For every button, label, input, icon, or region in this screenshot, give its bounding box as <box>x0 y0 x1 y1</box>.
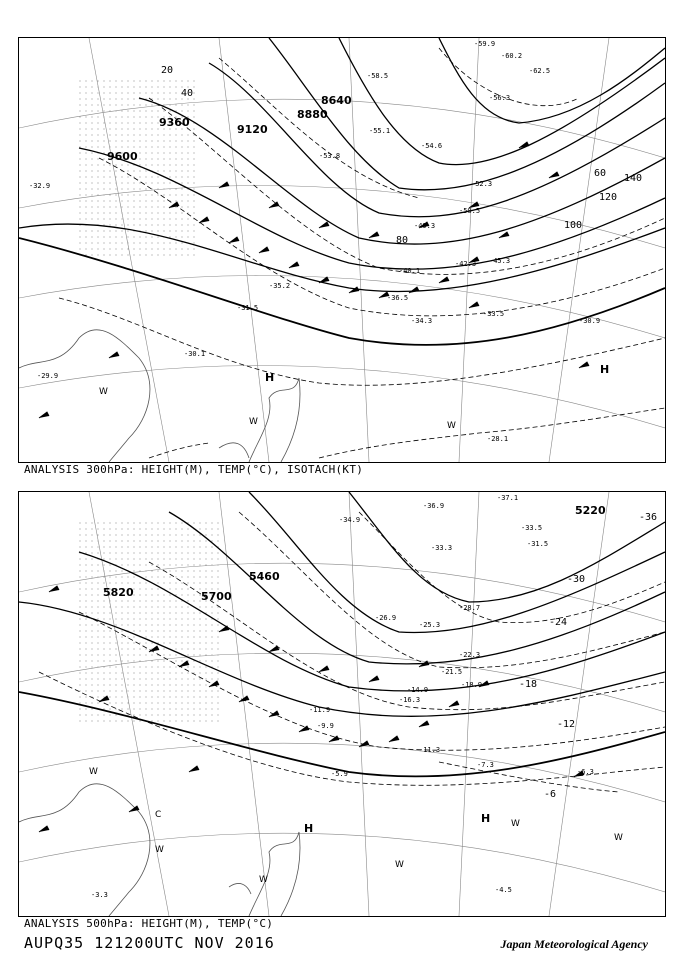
temp-label: -33.5 <box>483 310 505 318</box>
isotach-label: 100 <box>564 220 583 231</box>
height-label: 5820 <box>103 586 134 599</box>
height-label: 5700 <box>201 590 232 603</box>
temp-label: -40.1 <box>399 267 421 275</box>
temp-label: -11.3 <box>419 746 441 754</box>
temp-label: -52.3 <box>471 180 493 188</box>
temp-label: -5.9 <box>331 770 348 778</box>
temp-label: -6.3 <box>577 768 594 776</box>
chart-300hpa-canvas <box>19 38 665 462</box>
temp-label: -58.5 <box>367 72 389 80</box>
chart-500hpa-canvas <box>19 492 665 916</box>
temp-contour-label: -18 <box>519 679 538 690</box>
high-pressure-marker: H <box>600 363 610 376</box>
chart-code-datetime: AUPQ35 121200UTC NOV 2016 <box>24 934 275 952</box>
height-label: 9120 <box>237 123 268 136</box>
height-label: 8880 <box>297 108 328 121</box>
warm-marker: W <box>249 417 258 427</box>
temp-label: -3.3 <box>91 891 108 899</box>
temp-contour-label: -12 <box>557 719 576 730</box>
isotach-label: 120 <box>599 192 618 203</box>
caption-500hpa: ANALYSIS 500hPa: HEIGHT(M), TEMP(°C) <box>24 917 274 930</box>
warm-marker: W <box>511 819 520 829</box>
temp-label: -32.9 <box>29 182 51 190</box>
temp-label: -7.3 <box>477 761 494 769</box>
warm-marker: W <box>259 875 268 885</box>
coastline <box>19 330 300 462</box>
height-label: 9600 <box>107 150 138 163</box>
temp-label: -42.3 <box>455 260 477 268</box>
temp-label: -22.3 <box>459 651 481 659</box>
temp-label: -14.9 <box>407 686 429 694</box>
isotach-label: 20 <box>161 65 174 76</box>
temp-label: -21.5 <box>441 668 463 676</box>
temp-label: -54.6 <box>421 142 443 150</box>
temp-label: -34.9 <box>339 516 361 524</box>
temp-label: -18.9 <box>461 681 483 689</box>
temp-label: -34.3 <box>411 317 433 325</box>
temp-label: -29.9 <box>37 372 59 380</box>
warm-marker: W <box>395 860 404 870</box>
high-pressure-marker: H <box>304 822 314 835</box>
temp-label: -33.3 <box>431 544 453 552</box>
temp-contour-label: -36 <box>639 512 658 523</box>
warm-marker: W <box>447 421 456 431</box>
temp-label: -28.1 <box>487 435 509 443</box>
temp-label: -16.3 <box>399 696 421 704</box>
temp-contour-label: -24 <box>549 617 568 628</box>
warm-marker: W <box>614 833 623 843</box>
chart-500hpa <box>18 491 666 917</box>
chart-300hpa <box>18 37 666 463</box>
isotach-label: 60 <box>594 168 607 179</box>
temp-label: -11.9 <box>309 706 331 714</box>
temp-label: -53.8 <box>319 152 341 160</box>
temp-label: -56.3 <box>489 94 511 102</box>
temp-label: -4.5 <box>495 886 512 894</box>
height-label: 5460 <box>249 570 280 583</box>
isotach-label: 140 <box>624 173 643 184</box>
height-label: 5220 <box>575 504 606 517</box>
temp-label: -60.2 <box>501 52 523 60</box>
temp-label: -33.5 <box>521 524 543 532</box>
temp-label: -31.5 <box>527 540 549 548</box>
temp-label: -9.9 <box>317 722 334 730</box>
high-pressure-marker: H <box>265 371 275 384</box>
stippled-area <box>79 522 219 722</box>
temp-label: -45.3 <box>489 257 511 265</box>
temp-label: -28.7 <box>459 604 481 612</box>
cold-marker: C <box>155 810 162 820</box>
temp-contour-label: -6 <box>544 789 557 800</box>
temp-label: -26.9 <box>375 614 397 622</box>
temp-label: -59.9 <box>474 40 496 48</box>
temp-label: -62.5 <box>529 67 551 75</box>
temp-label: -36.5 <box>387 294 409 302</box>
temp-label: -35.2 <box>269 282 291 290</box>
height-label: 8640 <box>321 94 352 107</box>
warm-marker: W <box>155 845 164 855</box>
height-label: 9360 <box>159 116 190 129</box>
temp-label: -49.3 <box>414 222 436 230</box>
temp-label: -36.9 <box>423 502 445 510</box>
temp-label: -50.5 <box>459 207 481 215</box>
high-pressure-marker: H <box>481 812 491 825</box>
temp-label: -55.1 <box>369 127 391 135</box>
temp-label: -31.5 <box>237 304 259 312</box>
temp-label: -37.1 <box>497 494 519 502</box>
isotach-label: 40 <box>181 88 194 99</box>
caption-300hpa: ANALYSIS 300hPa: HEIGHT(M), TEMP(°C), ISOTACH(KT) <box>24 463 364 476</box>
agency-name: Japan Meteorological Agency <box>500 937 648 951</box>
isotach-label: 80 <box>396 235 409 246</box>
warm-marker: W <box>99 387 108 397</box>
temp-label: -30.9 <box>579 317 601 325</box>
temp-label: -30.1 <box>184 350 206 358</box>
temp-label: -25.3 <box>419 621 441 629</box>
warm-marker: W <box>89 767 98 777</box>
temp-contour-label: -30 <box>567 574 586 585</box>
